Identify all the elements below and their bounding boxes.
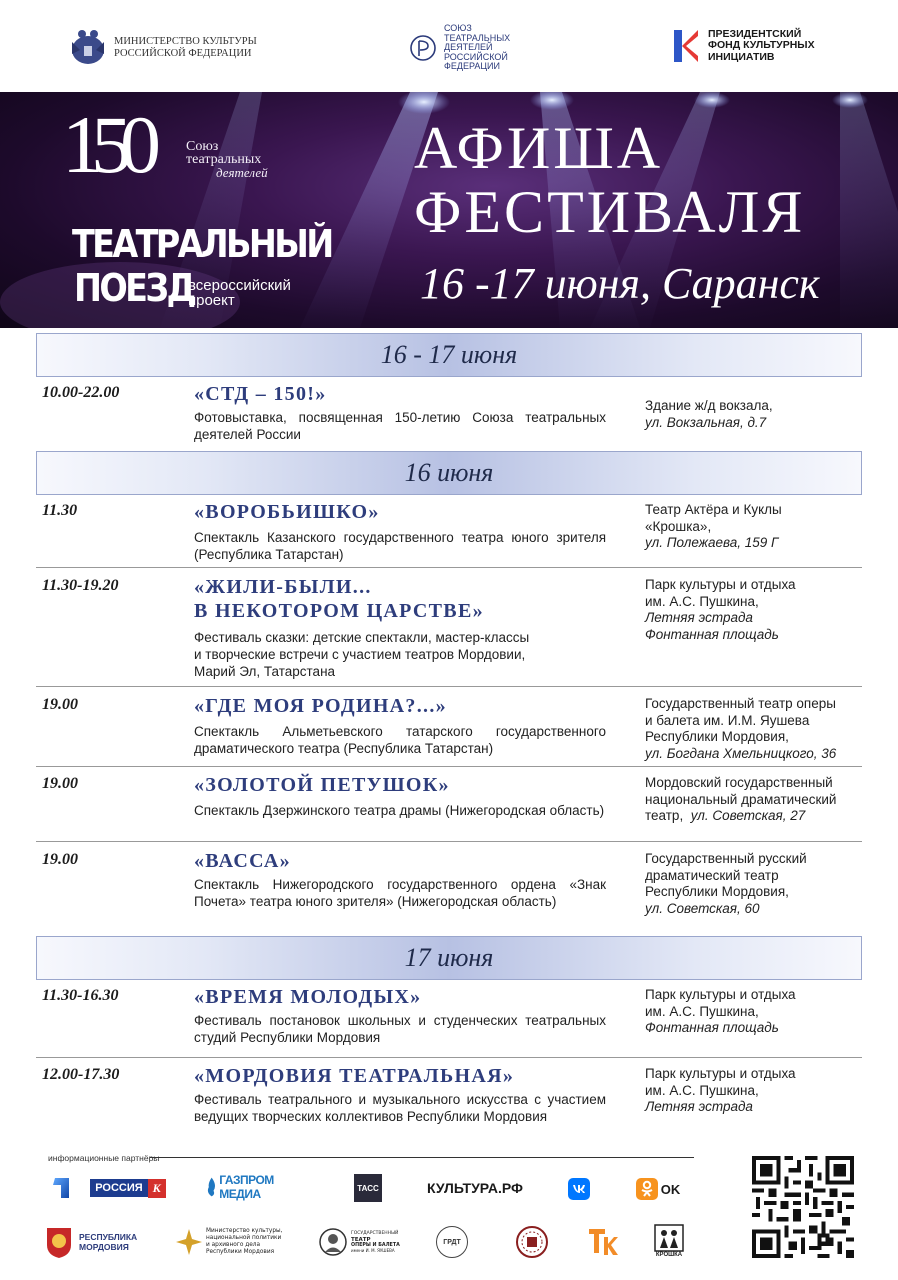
event-description: Спектакль Казанского государственного театра юного зрителя (Республика Татарстан) [194, 530, 606, 562]
kultura-rf-logo: КУЛЬТУРА.РФ [426, 1180, 523, 1196]
event-title: «МОРДОВИЯ ТЕАТРАЛЬНАЯ» [194, 1065, 515, 1087]
event-vorobyishko [36, 502, 862, 568]
event-time: 19.00 [42, 696, 78, 713]
eagle-emblem-icon [68, 26, 108, 70]
project-subtitle: всероссийский проект [188, 277, 291, 309]
qr-code[interactable] [752, 1156, 854, 1258]
channel-one-logo [46, 1176, 82, 1200]
event-venue: Государственный русский драматический театр Республики Мордовия, ул. Советская, 60 [645, 851, 807, 916]
event-time: 11.30-19.20 [42, 577, 119, 594]
event-title: «ГДЕ МОЯ РОДИНА?...» [194, 695, 447, 717]
gazprom-media-logo: ГАЗПРОМ МЕДИА [206, 1172, 312, 1202]
channel-one-icon [47, 1176, 81, 1200]
ornament-circle-icon [515, 1225, 549, 1259]
national-theatre-logo [514, 1224, 550, 1260]
day-header-17: 17 июня [36, 936, 862, 980]
ministry-name: МИНИСТЕРСТВО КУЛЬТУРЫ РОССИЙСКОЙ ФЕДЕРАЦИИ [114, 36, 257, 59]
vk-logo [568, 1178, 590, 1200]
ministry-of-culture-logo [68, 26, 257, 70]
top-logos [0, 22, 898, 78]
partners-label: информационные партнёры [48, 1153, 160, 1163]
event-title: «ЖИЛИ-БЫЛИ... В НЕКОТОРОМ ЦАРСТВЕ» [194, 576, 484, 622]
day-header-16-17: 16 - 17 июня [36, 333, 862, 377]
event-zolotoy-petushok [36, 775, 862, 842]
event-description: Спектакль Дзержинского театра драмы (Нижегородская область) [194, 803, 605, 818]
event-title: «СТД – 150!» [194, 383, 327, 405]
event-time: 10.00-22.00 [42, 384, 120, 401]
event-title: «ЗОЛОТОЙ ПЕТУШОК» [194, 774, 450, 796]
partners-divider [150, 1157, 694, 1158]
russia-k-logo: РОССИЯ К [88, 1178, 168, 1198]
std-emblem-icon [408, 31, 438, 65]
event-venue: Парк культуры и отдыха им. А.С. Пушкина, Летняя эстрада Фонтанная площадь [645, 577, 796, 642]
event-description: Фестиваль постановок школьных и студенческих театральных студий Республики Мордовия [194, 1013, 606, 1045]
project-name-line2: ПОЕЗД [74, 266, 194, 310]
fund-name: ПРЕЗИДЕНТСКИЙ ФОНД КУЛЬТУРНЫХ ИНИЦИАТИВ [708, 27, 815, 63]
event-time: 12.00-17.30 [42, 1066, 120, 1083]
event-gde-moya-rodina [36, 696, 862, 767]
event-venue: Театр Актёра и Куклы «Крошка», ул. Полежаева, 159 Г [645, 502, 782, 550]
event-vremya-molodykh [36, 987, 862, 1058]
puppet-figures-icon [654, 1224, 684, 1252]
event-description: Фотовыставка, посвященная 150-летию Союза театральных деятелей России [194, 410, 606, 442]
std-name: СОЮЗ ТЕАТРАЛЬНЫХ ДЕЯТЕЛЕЙ РОССИЙСКОЙ ФЕДЕРАЦИИ [444, 23, 511, 72]
event-time: 19.00 [42, 851, 78, 868]
presidential-fund-logo [672, 28, 815, 64]
event-venue: Парк культуры и отдыха им. А.С. Пушкина, Фонтанная площадь [645, 987, 796, 1035]
event-description: Фестиваль театрального и музыкального искусства с участием ведущих творческих коллективов Республики Мордовия [194, 1092, 606, 1124]
banner-title-line2: ФЕСТИВАЛЯ [414, 179, 806, 245]
event-description: Спектакль Нижегородского государственного ордена «Знак Почета» театра юного зрителя» (Нижегородская область) [194, 877, 606, 909]
event-mordoviya-teatralnaya [36, 1066, 862, 1146]
event-std-150 [36, 384, 862, 444]
flame-icon [206, 1177, 217, 1197]
tyuz-logo [586, 1222, 620, 1258]
project-name-line1: ТЕАТРАЛЬНЫЙ [72, 222, 332, 266]
event-venue: Мордовский государственный национальный драматический театр, ул. Советская, 27 [645, 775, 837, 823]
event-description: Фестиваль сказки: детские спектакли, мастер-классы и творческие встречи с участием театров Мордовии, Марий Эл, Татарстана [194, 630, 530, 679]
event-time: 19.00 [42, 775, 78, 792]
vk-icon [572, 1184, 586, 1194]
republic-mordovia-logo: РЕСПУБЛИКА МОРДОВИЯ [44, 1224, 154, 1260]
event-title: «ВРЕМЯ МОЛОДЫХ» [194, 986, 422, 1008]
ministry-mordovia-logo: Министерство культуры, национальной политики и архивного дела Республики Мордовия [176, 1224, 296, 1260]
anniversary-150-logo: 150 [62, 99, 149, 190]
odnoklassniki-logo: OK [632, 1177, 684, 1201]
day-header-16: 16 июня [36, 451, 862, 495]
event-description: Спектакль Альметьевского татарского государственного драматического театра (Республика Татарстан) [194, 724, 606, 756]
event-time: 11.30 [42, 502, 78, 519]
opera-theatre-logo: ГОСУДАРСТВЕННЫЙ ТЕАТР ОПЕРЫ И БАЛЕТА имени И. М. ЯУШЕВА [318, 1224, 406, 1260]
event-zhili-byli [36, 577, 862, 687]
banner-title-line1: АФИША [414, 115, 664, 181]
event-title: «ВАССА» [194, 850, 291, 872]
portrait-medallion-icon [318, 1227, 348, 1257]
tk-mark-icon [587, 1223, 619, 1257]
banner-dates: 16 -17 июня, Саранск [420, 259, 820, 308]
event-title: «ВОРОБЬИШКО» [194, 501, 380, 523]
mordovia-emblem-icon [44, 1225, 74, 1259]
event-vassa [36, 851, 862, 923]
event-venue: Здание ж/д вокзала, ул. Вокзальная, д.7 [645, 398, 773, 430]
grdt-logo: ГРДТ [436, 1226, 468, 1258]
tass-logo: ТАСС [354, 1174, 382, 1202]
std-logo [408, 24, 510, 72]
event-time: 11.30-16.30 [42, 987, 119, 1004]
ok-icon [636, 1178, 658, 1200]
event-venue: Парк культуры и отдыха им. А.С. Пушкина, Летняя эстрада [645, 1066, 796, 1114]
star-ornament-icon [176, 1229, 202, 1255]
krosha-theatre-logo: КРОШКА [652, 1222, 686, 1260]
event-venue: Государственный театр оперы и балета им. И.М. Яушева Республики Мордовия, ул. Богдана Хмельницкого, 36 [645, 696, 837, 761]
fund-emblem-icon [672, 28, 702, 64]
anniversary-caption: Союз театральных деятелей [186, 139, 268, 180]
